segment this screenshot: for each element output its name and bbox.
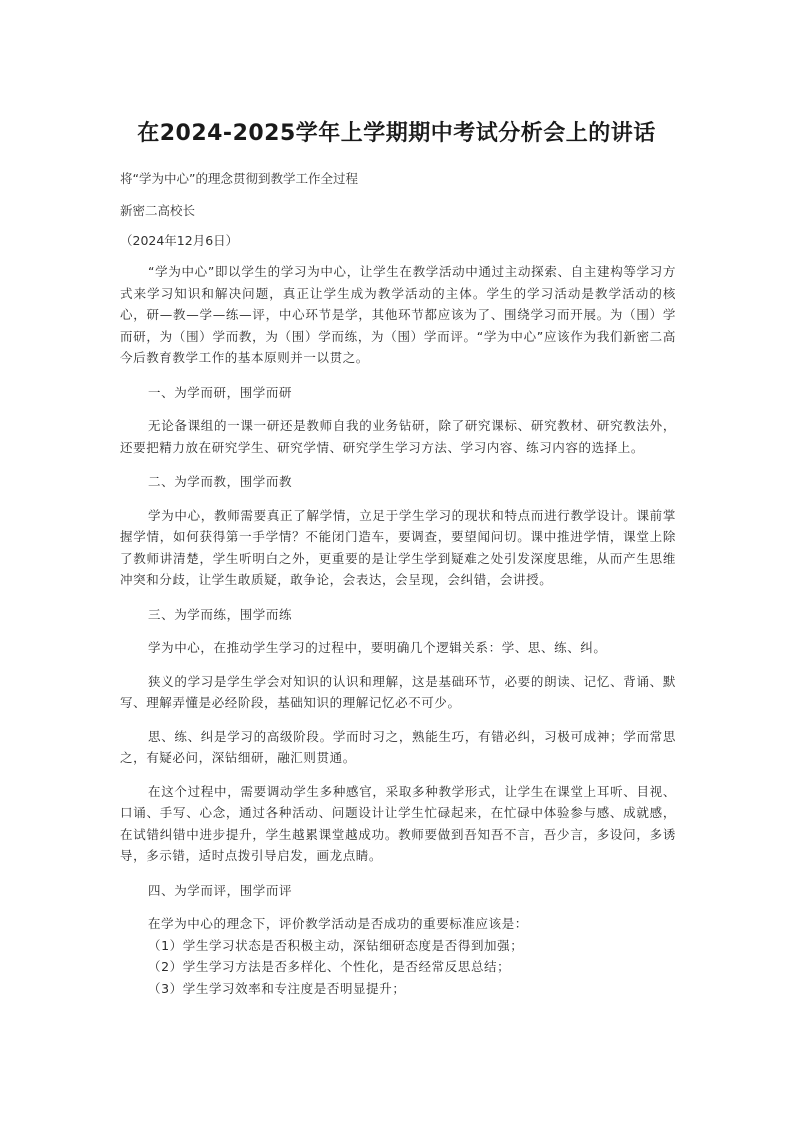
section-heading: 三、为学而练，围学而练 [148, 606, 293, 622]
body-paragraph: 在学为中心的理念下，评价教学活动是否成功的重要标准应该是： [148, 916, 528, 931]
list-item: （2）学生学习方法是否多样化、个性化，是否经常反思总结； [148, 959, 511, 974]
list-item: （1）学生学习状态是否积极主动，深钻细研态度是否得到加强； [148, 937, 524, 953]
list-item: （3）学生学习效率和专注度是否明显提升； [148, 980, 406, 996]
document-subtitle: 将“学为中心”的理念贯彻到教学工作全过程 [120, 171, 358, 186]
document-author: 新密二高校长 [120, 203, 196, 218]
body-paragraph: 学为中心，在推动学生学习的过程中，要明确几个逻辑关系：学、思、练、纠。 [148, 640, 607, 655]
body-paragraph: 在这个过程中，需要调动学生多种感官，采取多种教学形式，让学生在课堂上耳听、目视、口诵、手写、心念，通过各种活动、问题设计让学生忙碌起来，在忙碌中体验参与感、成就感，在试错纠错中进步提升，学生越累课堂越成功。教师要做到吾知吾不言，吾少言，多设问，多诱导，多示错，适时点拨引导启发，画龙点睛。 [120, 783, 676, 863]
body-paragraph: 学为中心，教师需要真正了解学情，立足于学生学习的现状和特点而进行教学设计。课前掌握学情，如何获得第一手学情？不能闭门造车，要调查，要望闻问切。课中推进学情，课堂上除了教师讲清楚，学生听明白之外，更重要的是让学生学到疑难之处引发深度思维，从而产生思维冲突和分歧，让学生敢质疑，敢争论，会表达，会呈现，会纠错，会讲授。 [120, 507, 676, 587]
intro-paragraph: “学为中心”即以学生的学习为中心，让学生在教学活动中通过主动探索、自主建构等学习方式来学习知识和解决问题，真正让学生成为教学活动的主体。学生的学习活动是教学活动的核心，研—教—学—练—评，中心环节是学，其他环节都应该为了、围绕学习而开展。为（围）学而研，为（围）学而教，为（围）学而练，为（围）学而评。“学为中心”应该作为我们新密二高今后教育教学工作的基本原则并一以贯之。 [120, 264, 676, 365]
document-date: （2024年12月6日） [120, 233, 239, 248]
section-heading: 一、为学而研，围学而研 [148, 384, 293, 400]
body-paragraph: 无论备课组的一课一研还是教师自我的业务钻研，除了研究课标、研究教材、研究教法外，还要把精力放在研究学生、研究学情、研究学生学习方法、学习内容、练习内容的选择上。 [120, 418, 676, 455]
body-paragraph: 思、练、纠是学习的高级阶段。学而时习之，熟能生巧，有错必纠，习极可成神；学而常思之，有疑必问，深钻细研，融汇则贯通。 [120, 728, 676, 765]
section-heading: 二、为学而教，围学而教 [148, 474, 293, 489]
section-heading: 四、为学而评，围学而评 [148, 882, 293, 898]
document-body [120, 261, 676, 999]
body-paragraph: 狭义的学习是学生学会对知识的认识和理解，这是基础环节，必要的朗读、记忆、背诵、默写、理解弄懂是必经阶段，基础知识的理解记忆必不可少。 [120, 673, 676, 710]
document-title: 在2024-2025学年上学期期中考试分析会上的讲话 [137, 121, 656, 146]
